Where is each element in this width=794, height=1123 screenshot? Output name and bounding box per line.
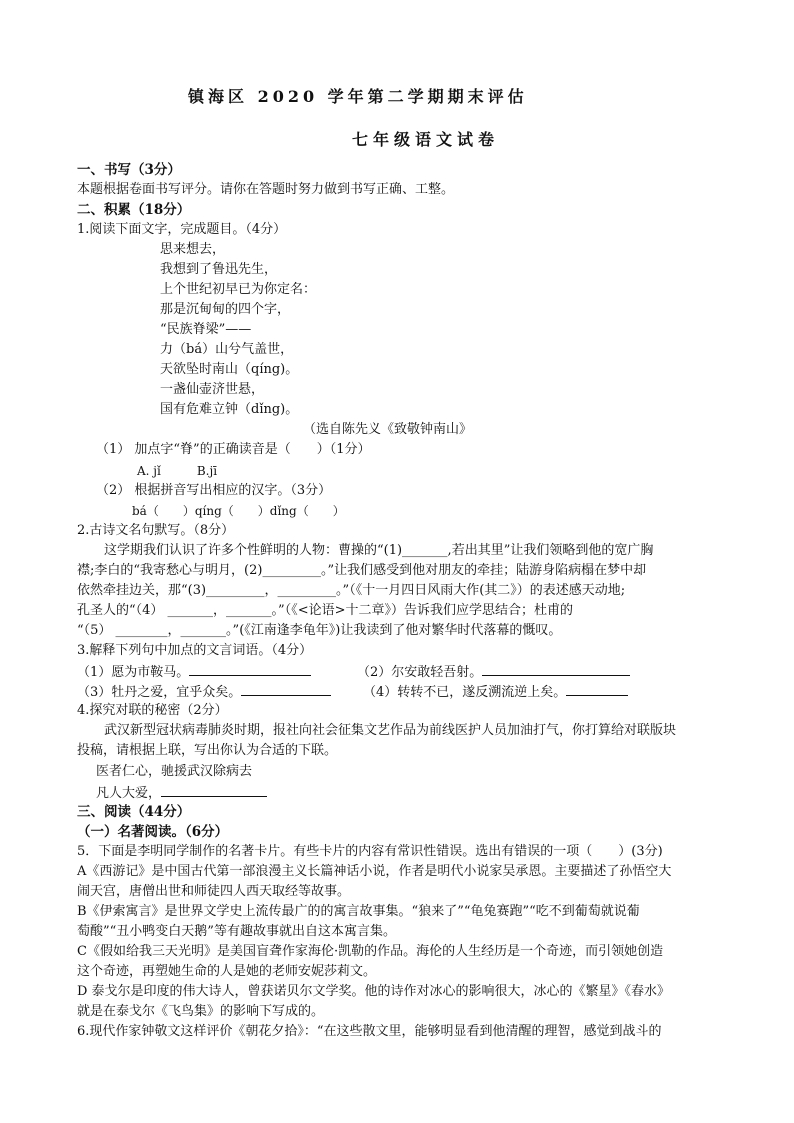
answer-blank[interactable] [482,662,630,676]
answer-blank[interactable] [566,682,628,696]
question-2-line: “（5） ________，_______。”(《江南逢李龟年》)让我读到了他对繁华时代落幕的慨叹。 [77,623,562,638]
poem-line: 思来想去， [160,242,226,257]
exam-subtitle: 七年级语文试卷 [352,130,500,149]
question-1-sub-1-options: A. jǐ B.jī [137,464,218,478]
answer-blank[interactable] [189,662,311,676]
question-1-sub-1: （1） 加点字“脊”的正确读音是（ ）（1分） [96,442,371,457]
poem-line: 上个世纪初早已为你定名： [160,282,317,297]
question-1-sub-2: （2） 根据拼音写出相应的汉字。（3分） [96,483,332,498]
option-d-line: D 泰戈尔是印度的伟大诗人，曾获诺贝尔文学奖。他的诗作对冰心的影响很大，冰心的《繁星》《春水》 [77,984,671,999]
question-4-stem: 4.探究对联的秘密（2分） [77,703,228,718]
question-2-line: 这学期我们认识了许多个性鲜明的人物：曹操的“(1)_______,若出其里”让我们领略到他的宽广胸 [104,543,654,558]
poem-line: “民族脊梁”—— [160,322,252,337]
question-2-line: 孔圣人的“（4） _______，_______。”（《<论语>十二章》）告诉我们应学思结合；杜甫的 [77,603,573,618]
option-a-line: A《西游记》是中国古代第一部浪漫主义长篇神话小说，作者是明代小说家吴承恩。主要描述了孙悟空大 [77,864,672,879]
section-3-sub-heading: （一）名著阅读。（6分） [77,824,229,840]
couplet-upper: 医者仁心，驰援武汉除病去 [96,764,253,779]
section-3-heading: 三、阅读（44分） [77,804,191,820]
question-5-stem: 5．下面是李明同学制作的名著卡片。有些卡片的内容有常识性错误。选出有错误的一项（ ）(3分) [77,844,663,859]
option-b-line: B《伊索寓言》是世界文学史上流传最广的的寓言故事集。“狼来了”“龟兔赛跑”“吃不到葡萄就说葡 [77,904,640,919]
question-3-item-3: （3）牡丹之爱，宜乎众矣。 [77,682,331,702]
section-2-heading: 二、积累（18分） [77,202,191,218]
question-1-sub-2-pinyin: bá（ ）qíng（ ）dǐng（ ） [132,504,345,518]
question-6-stem: 6.现代作家钟敬文这样评价《朝花夕拾》：“在这些散文里，能够明显看到他清醒的理智，感觉到战斗的 [77,1024,662,1039]
question-3-item-4: （4）转转不已，遂反溯流逆上矣。 [363,682,628,702]
question-2-line: 依然牵挂边关，那“(3)_________，_________。”（《十一月四日风雨大作(其二》）的表述感天动地; [77,583,626,598]
poem-line: 天欲坠时南山（qíng)。 [160,362,299,377]
poem-line: 那是沉甸甸的四个字， [160,302,291,317]
poem-line: 国有危难立钟（dǐng)。 [160,402,299,417]
poem-line: 一盏仙壶济世悬， [160,382,265,397]
answer-blank[interactable] [241,682,331,696]
section-1-heading: 一、书写（3分） [77,162,181,178]
poem-source: （选自陈先义《致敬钟南山》 [303,422,473,437]
poem-line: 我想到了鲁迅先生， [160,262,278,277]
exam-title: 镇海区 2020 学年第二学期期末评估 [188,87,528,106]
option-b-line: 萄酸”“丑小鸭变白天鹅”等有趣故事就出自这本寓言集。 [77,924,396,939]
question-3-item-2: （2）尔安敢轻吾射。 [357,662,630,682]
question-4-para: 投稿，请根据上联，写出你认为合适的下联。 [77,743,338,758]
option-c-line: 这个奇迹，再塑她生命的人是她的老师安妮莎莉文。 [77,964,377,979]
question-1-stem: 1.阅读下面文字，完成题目。（4分） [77,222,287,237]
option-d-line: 就是在泰戈尔《飞鸟集》的影响下写成的。 [77,1004,325,1019]
option-c-line: C《假如给我三天光明》是美国盲聋作家海伦·凯勒的作品。海伦的人生经历是一个奇迹，而引领她创造 [77,944,664,959]
question-4-para: 武汉新型冠状病毒肺炎时期，报社向社会征集文艺作品为前线医护人员加油打气，你打算给对联版块 [104,723,677,738]
couplet-answer-blank[interactable] [161,783,267,797]
section-1-text: 本题根据卷面书写评分。请你在答题时努力做到书写正确、工整。 [77,182,455,197]
question-2-stem: 2.古诗文名句默写。（8分） [77,523,235,538]
question-3-item-1: （1）愿为市鞍马。 [77,662,311,682]
couplet-lower: 凡人大爱， [96,783,267,803]
question-2-line: 襟;李白的“我寄愁心与明月，(2)_________。”让我们感受到他对朋友的牵挂；陆游身陷病榻在梦中却 [77,563,647,578]
question-3-stem: 3.解释下列句中加点的文言词语。（4分） [77,643,313,658]
poem-line: 力（bá）山兮气盖世， [160,342,294,357]
option-a-line: 闹天宫，唐僧出世和师徒四人西天取经等故事。 [77,884,351,899]
